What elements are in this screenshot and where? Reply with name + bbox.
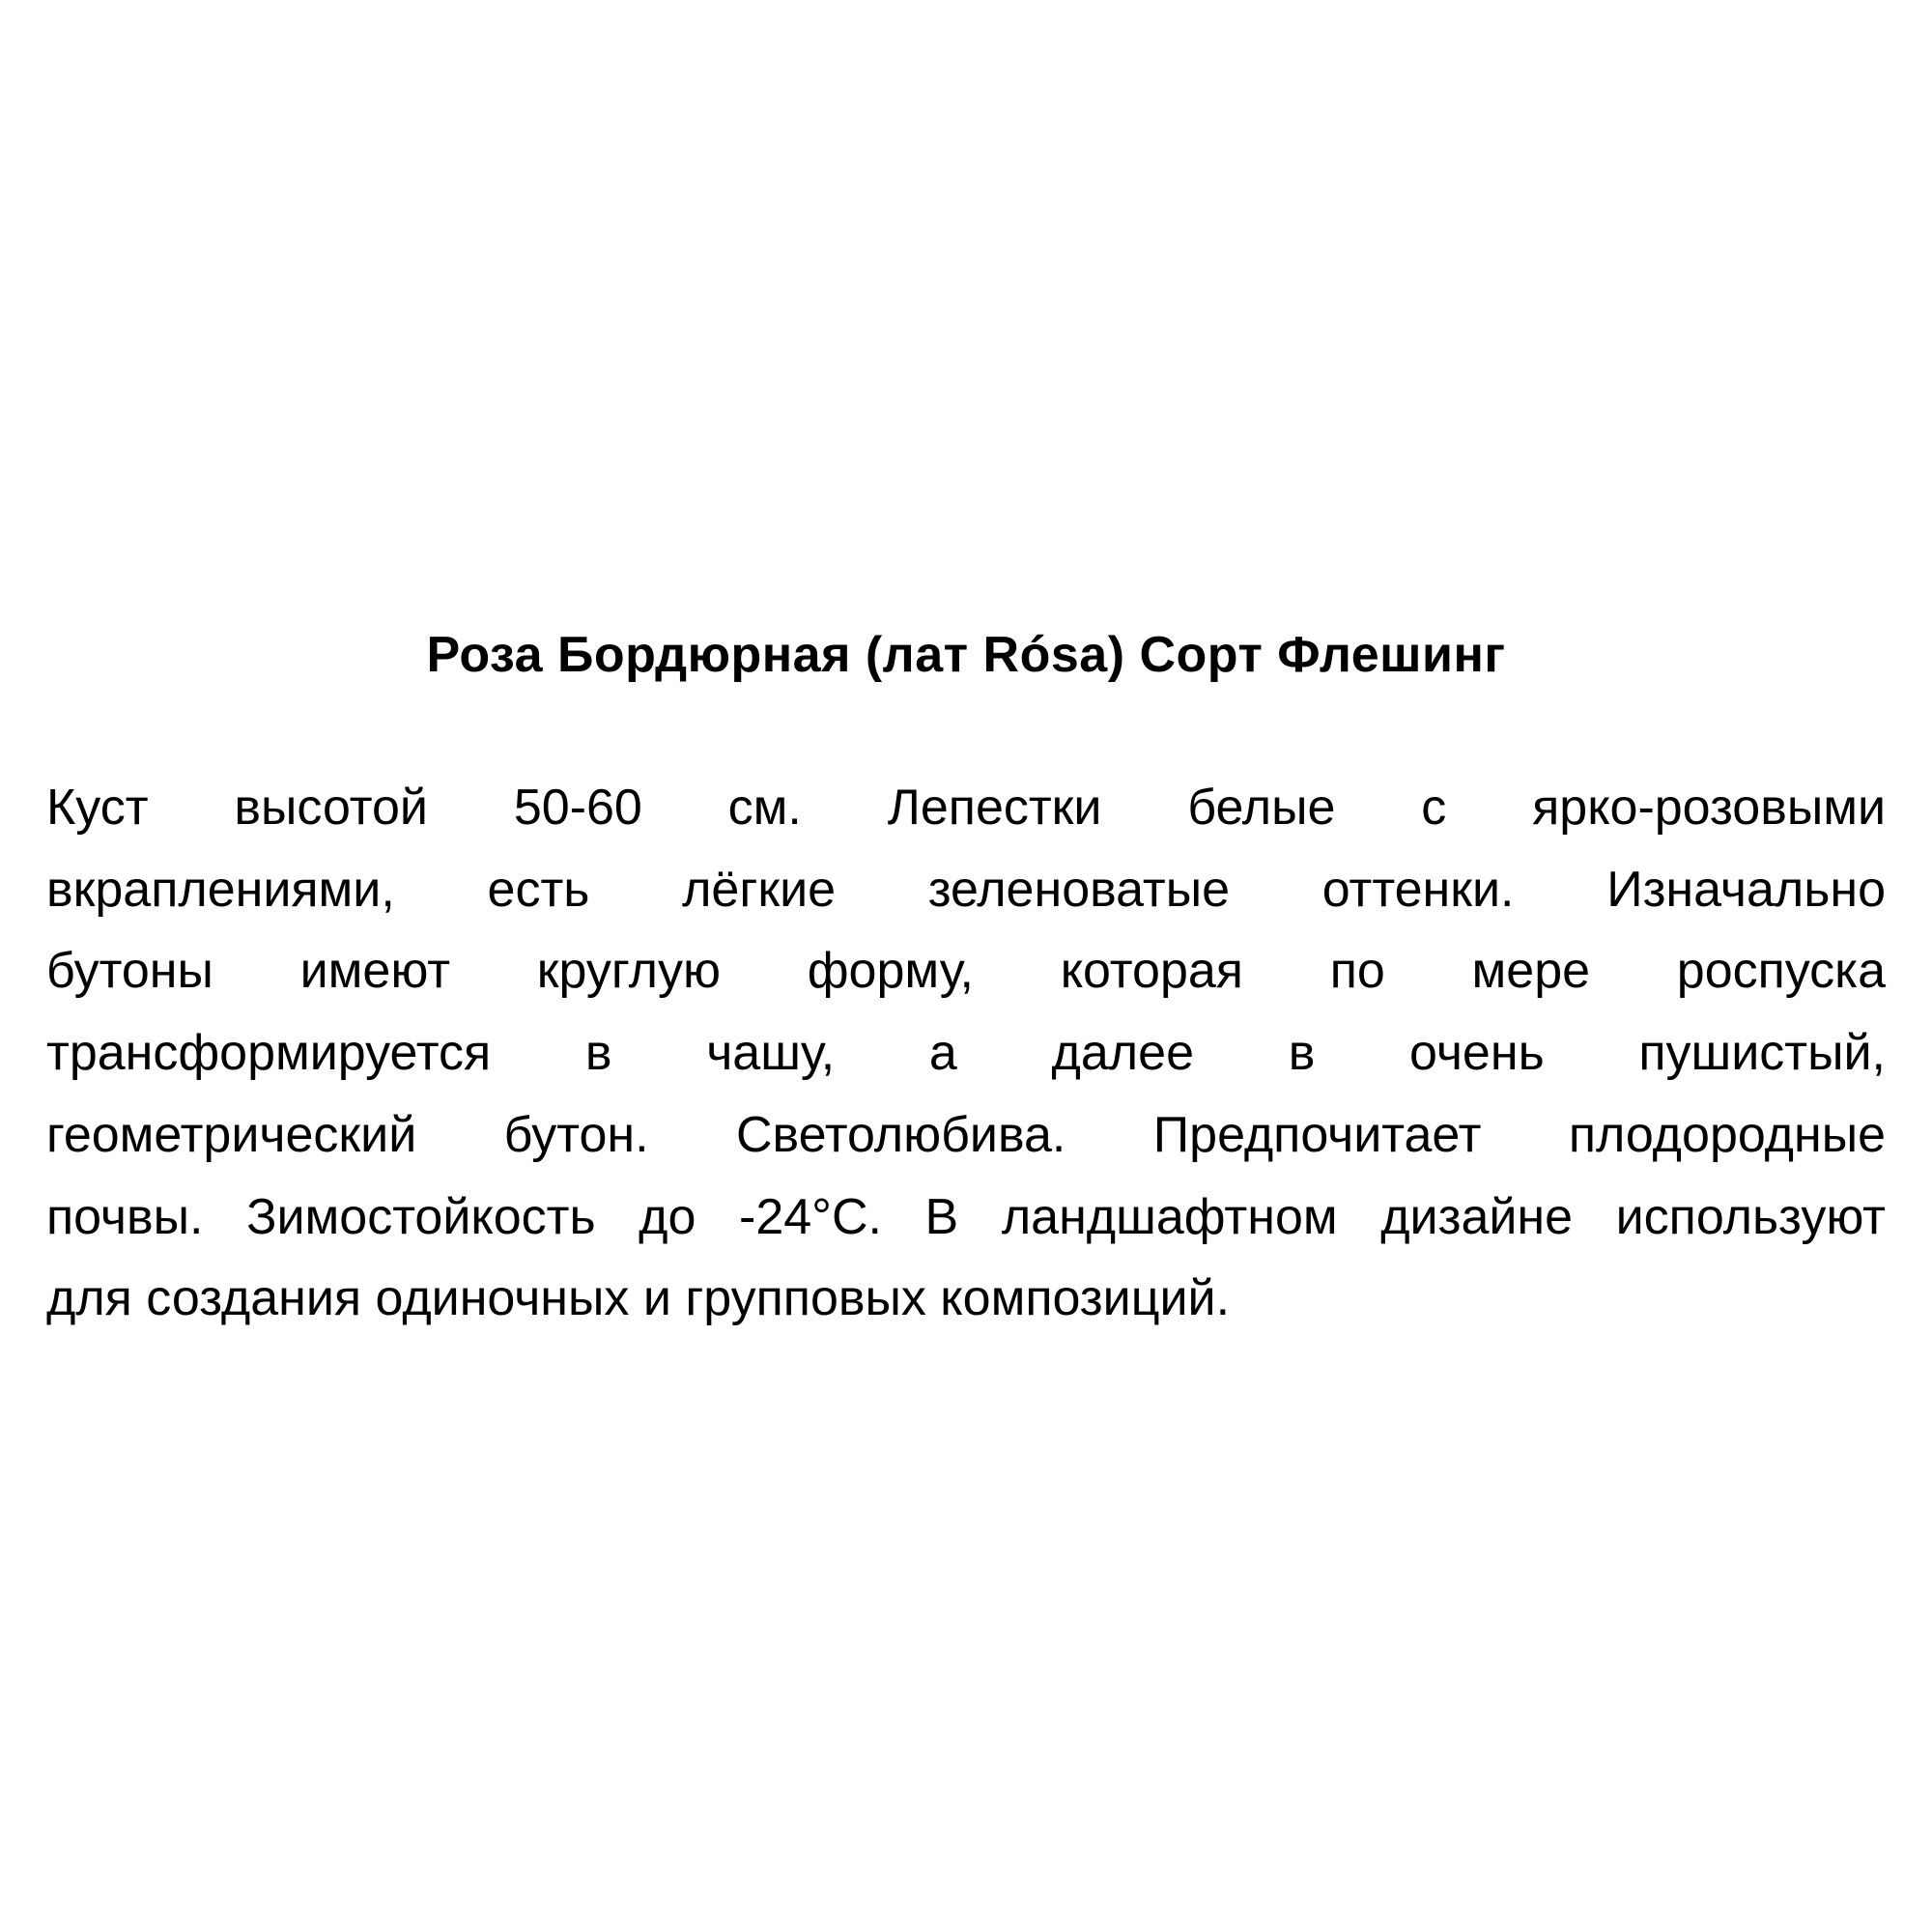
paragraph-line: почвы. Зимостойкость до -24°С. В ландшафтном дизайне используют: [46, 1188, 1886, 1245]
paragraph-line: бутоны имеют круглую форму, которая по мере роспуска: [46, 943, 1886, 1000]
paragraph-line: Куст высотой 50-60 см. Лепестки белые с ярко-розовыми: [46, 780, 1886, 836]
description-paragraph: [46, 767, 1886, 1340]
paragraph-line: для создания одиночных и групповых композиций.: [46, 1270, 1231, 1327]
paragraph-line: геометрический бутон. Светолюбива. Предпочитает плодородные: [46, 1106, 1886, 1163]
document-title: Роза Бордюрная (лат Rósa) Сорт Флешинг: [426, 627, 1506, 683]
paragraph-line: вкраплениями, есть лёгкие зеленоватые оттенки. Изначально: [46, 861, 1886, 918]
paragraph-line: трансформируется в чашу, а далее в очень пушистый,: [46, 1025, 1886, 1082]
